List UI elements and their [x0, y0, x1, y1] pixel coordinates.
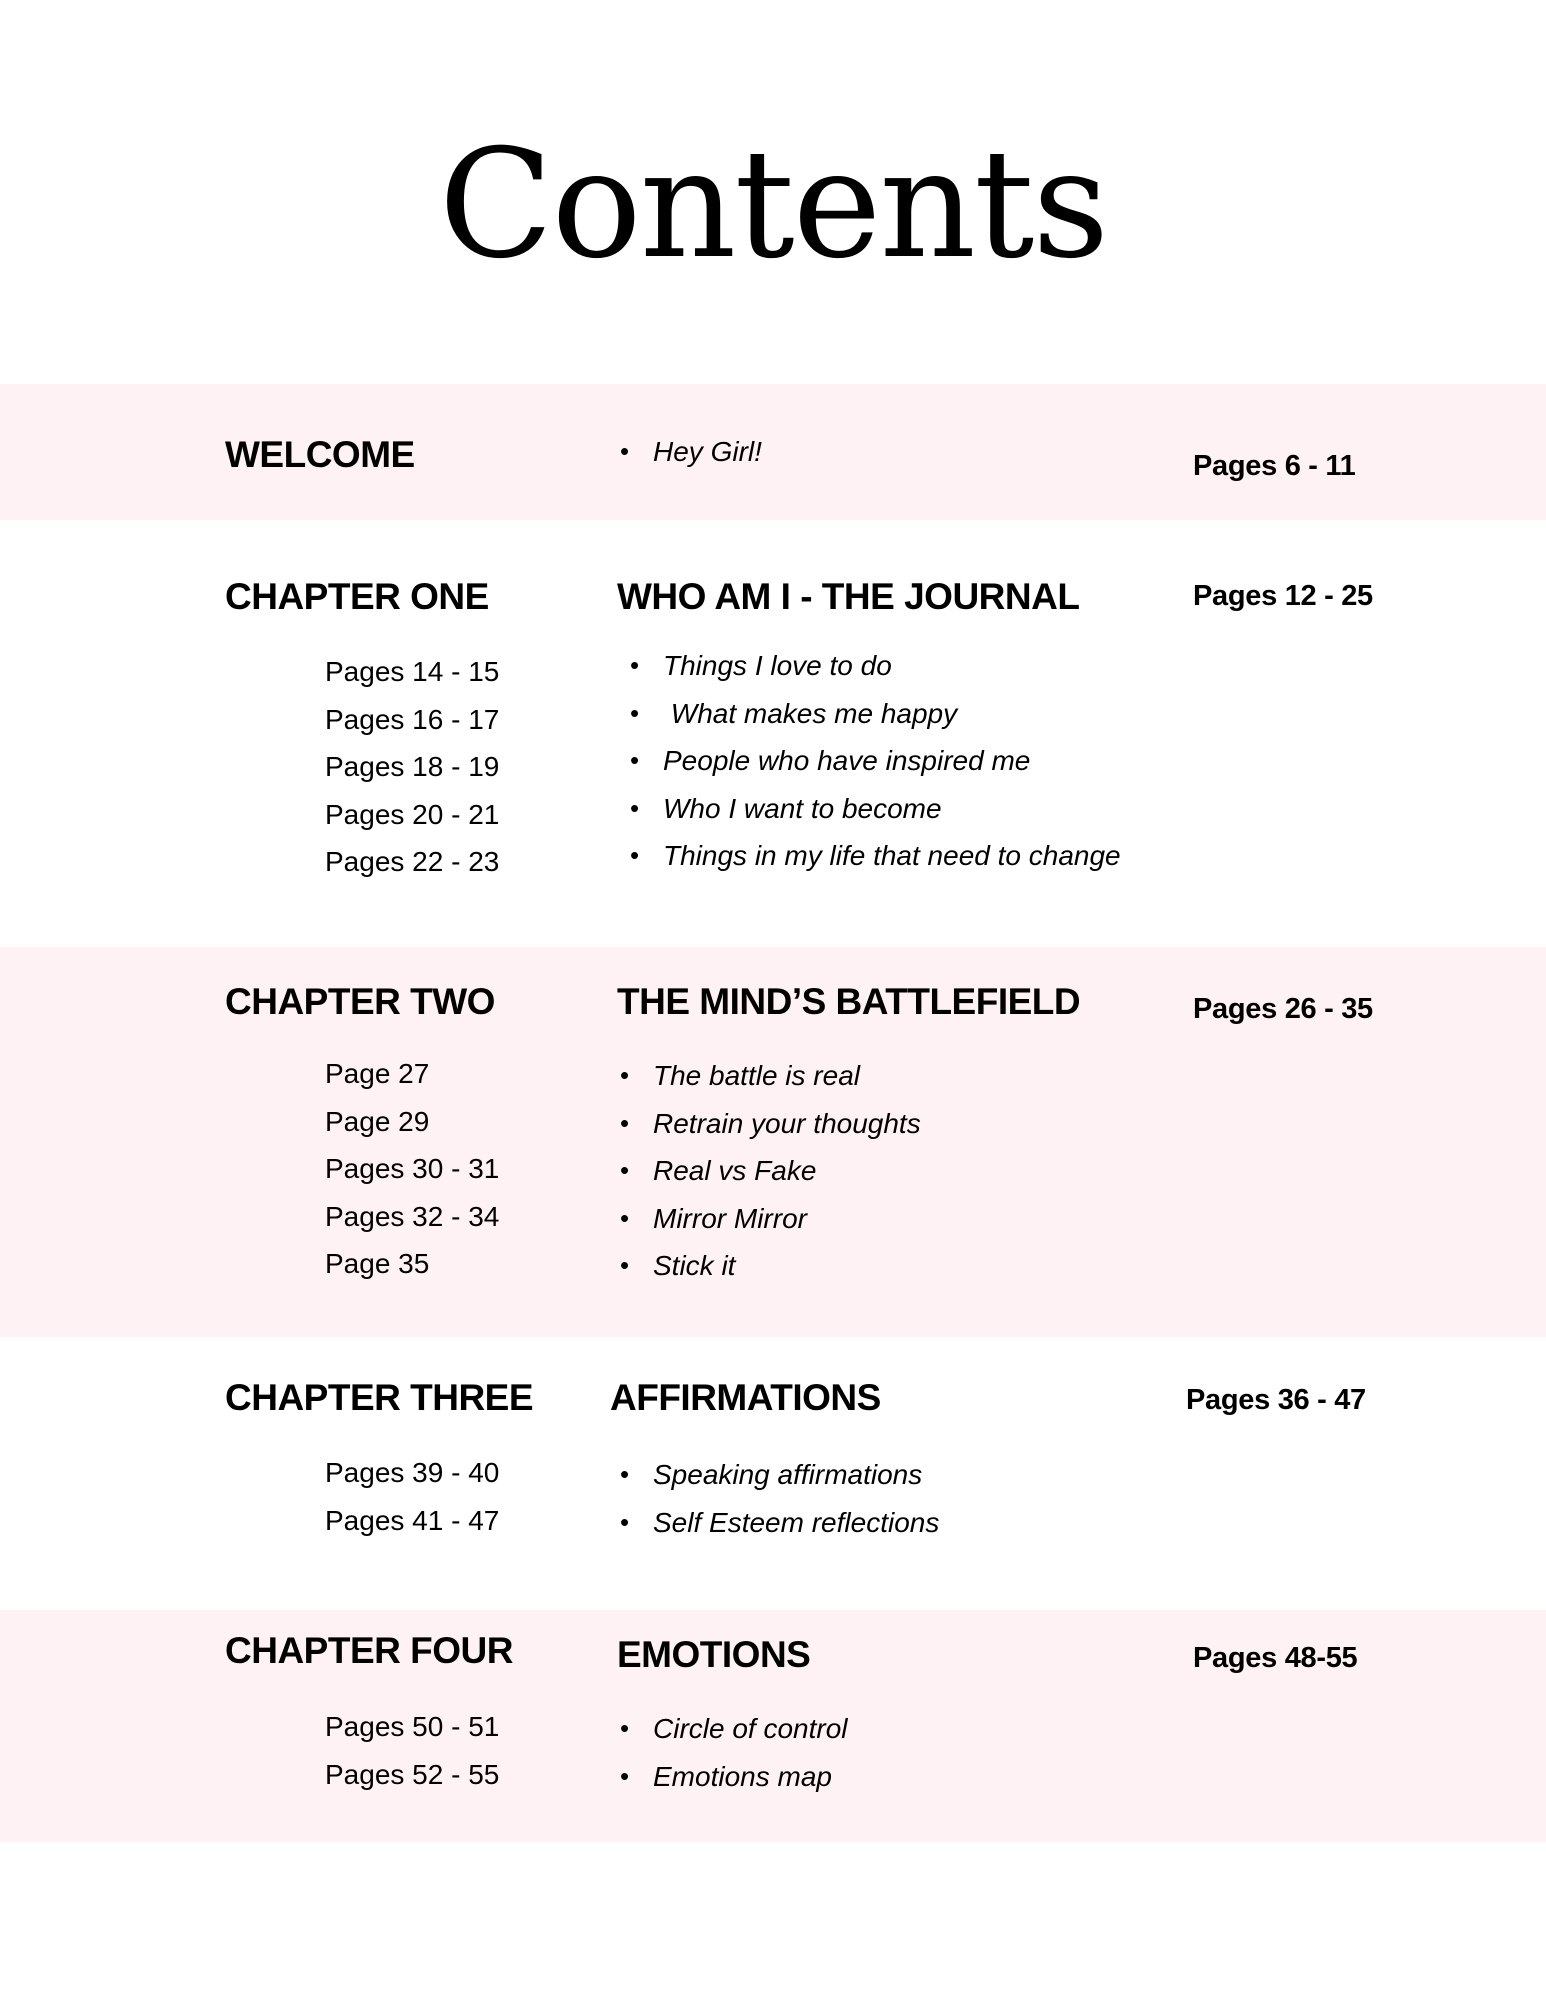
list-item: Pages 32 - 34 — [325, 1200, 500, 1232]
list-item — [620, 1100, 921, 1148]
list-item: Pages 18 - 19 — [325, 751, 500, 782]
topic-text: What makes me happy — [663, 697, 958, 729]
list-item — [620, 428, 762, 476]
list-item: Pages 52 - 55 — [325, 1758, 500, 1790]
page-range: Pages 48-55 — [1193, 1642, 1358, 1674]
list-item — [620, 1451, 939, 1499]
bullet-icon: • — [620, 1202, 630, 1233]
topic-list — [620, 428, 762, 476]
page-title: Contents — [438, 118, 1108, 292]
bullet-icon: • — [620, 1107, 630, 1138]
list-item: Pages 41 - 47 — [325, 1504, 500, 1536]
bullet-icon: • — [620, 1155, 630, 1185]
page-list — [325, 1449, 499, 1544]
topic-list — [630, 642, 1121, 880]
section-title: THE MIND’S BATTLEFIELD — [617, 981, 1081, 1022]
list-item: Pages 50 - 51 — [325, 1711, 500, 1742]
bullet-icon: • — [620, 1060, 630, 1090]
topic-text: Mirror Mirror — [653, 1202, 807, 1234]
page-range: Pages 26 - 35 — [1193, 993, 1373, 1025]
topic-text: Hey Girl! — [653, 436, 762, 467]
chapter-label: CHAPTER THREE — [225, 1377, 534, 1418]
list-item: Pages 30 - 31 — [325, 1153, 500, 1184]
topic-text: People who have inspired me — [663, 745, 1031, 776]
list-item: Pages 39 - 40 — [325, 1457, 500, 1488]
bullet-icon: • — [620, 1760, 630, 1791]
list-item — [630, 785, 1121, 833]
list-item: Pages 22 - 23 — [325, 846, 500, 877]
bullet-icon: • — [630, 745, 640, 775]
topic-text: The battle is real — [653, 1060, 860, 1091]
topic-text: Retrain your thoughts — [653, 1107, 921, 1139]
bullet-icon: • — [620, 436, 630, 466]
topic-text: Things I love to do — [663, 650, 892, 681]
section-title: AFFIRMATIONS — [610, 1377, 881, 1418]
chapter-label: CHAPTER ONE — [225, 576, 489, 617]
bullet-icon: • — [620, 1459, 630, 1489]
list-item — [620, 1499, 939, 1547]
topic-text: Who I want to become — [663, 792, 942, 824]
list-item — [620, 1052, 921, 1100]
topic-list — [620, 1705, 848, 1800]
page-range: Pages 36 - 47 — [1186, 1384, 1366, 1416]
list-item — [630, 832, 1121, 880]
list-item — [630, 642, 1121, 690]
bullet-icon: • — [620, 1713, 630, 1743]
page-list — [325, 648, 499, 886]
section-title: WHO AM I - THE JOURNAL — [617, 576, 1080, 617]
bullet-icon: • — [630, 840, 640, 870]
list-item — [620, 1242, 921, 1290]
page-list — [325, 1050, 499, 1288]
page-list — [325, 1703, 499, 1798]
list-item — [630, 737, 1121, 785]
topic-text: Stick it — [653, 1250, 736, 1281]
topic-text: Speaking affirmations — [653, 1459, 923, 1490]
list-item — [620, 1195, 921, 1243]
bullet-icon: • — [630, 650, 640, 680]
list-item — [620, 1705, 848, 1753]
topic-text: Circle of control — [653, 1713, 848, 1744]
bullet-icon: • — [630, 697, 640, 728]
section-title: EMOTIONS — [617, 1634, 811, 1675]
chapter-label: CHAPTER TWO — [225, 981, 495, 1022]
list-item: Pages 20 - 21 — [325, 798, 500, 830]
topic-text: Self Esteem reflections — [653, 1506, 940, 1538]
list-item: Page 29 — [325, 1105, 430, 1137]
list-item — [620, 1753, 848, 1801]
list-item: Page 27 — [325, 1058, 430, 1089]
topic-text: Real vs Fake — [653, 1155, 817, 1186]
topic-list — [620, 1052, 921, 1290]
chapter-label: WELCOME — [225, 434, 415, 475]
topic-list — [620, 1451, 939, 1546]
list-item: Pages 16 - 17 — [325, 703, 500, 735]
page-range: Pages 6 - 11 — [1193, 450, 1356, 482]
topic-text: Things in my life that need to change — [663, 840, 1121, 871]
page-range: Pages 12 - 25 — [1193, 580, 1373, 612]
list-item: Page 35 — [325, 1248, 430, 1279]
list-item — [620, 1147, 921, 1195]
list-item — [630, 690, 1121, 738]
chapter-label: CHAPTER FOUR — [225, 1630, 513, 1671]
bullet-icon: • — [620, 1506, 630, 1537]
list-item: Pages 14 - 15 — [325, 656, 500, 687]
bullet-icon: • — [630, 792, 640, 823]
bullet-icon: • — [620, 1250, 630, 1280]
topic-text: Emotions map — [653, 1760, 832, 1792]
